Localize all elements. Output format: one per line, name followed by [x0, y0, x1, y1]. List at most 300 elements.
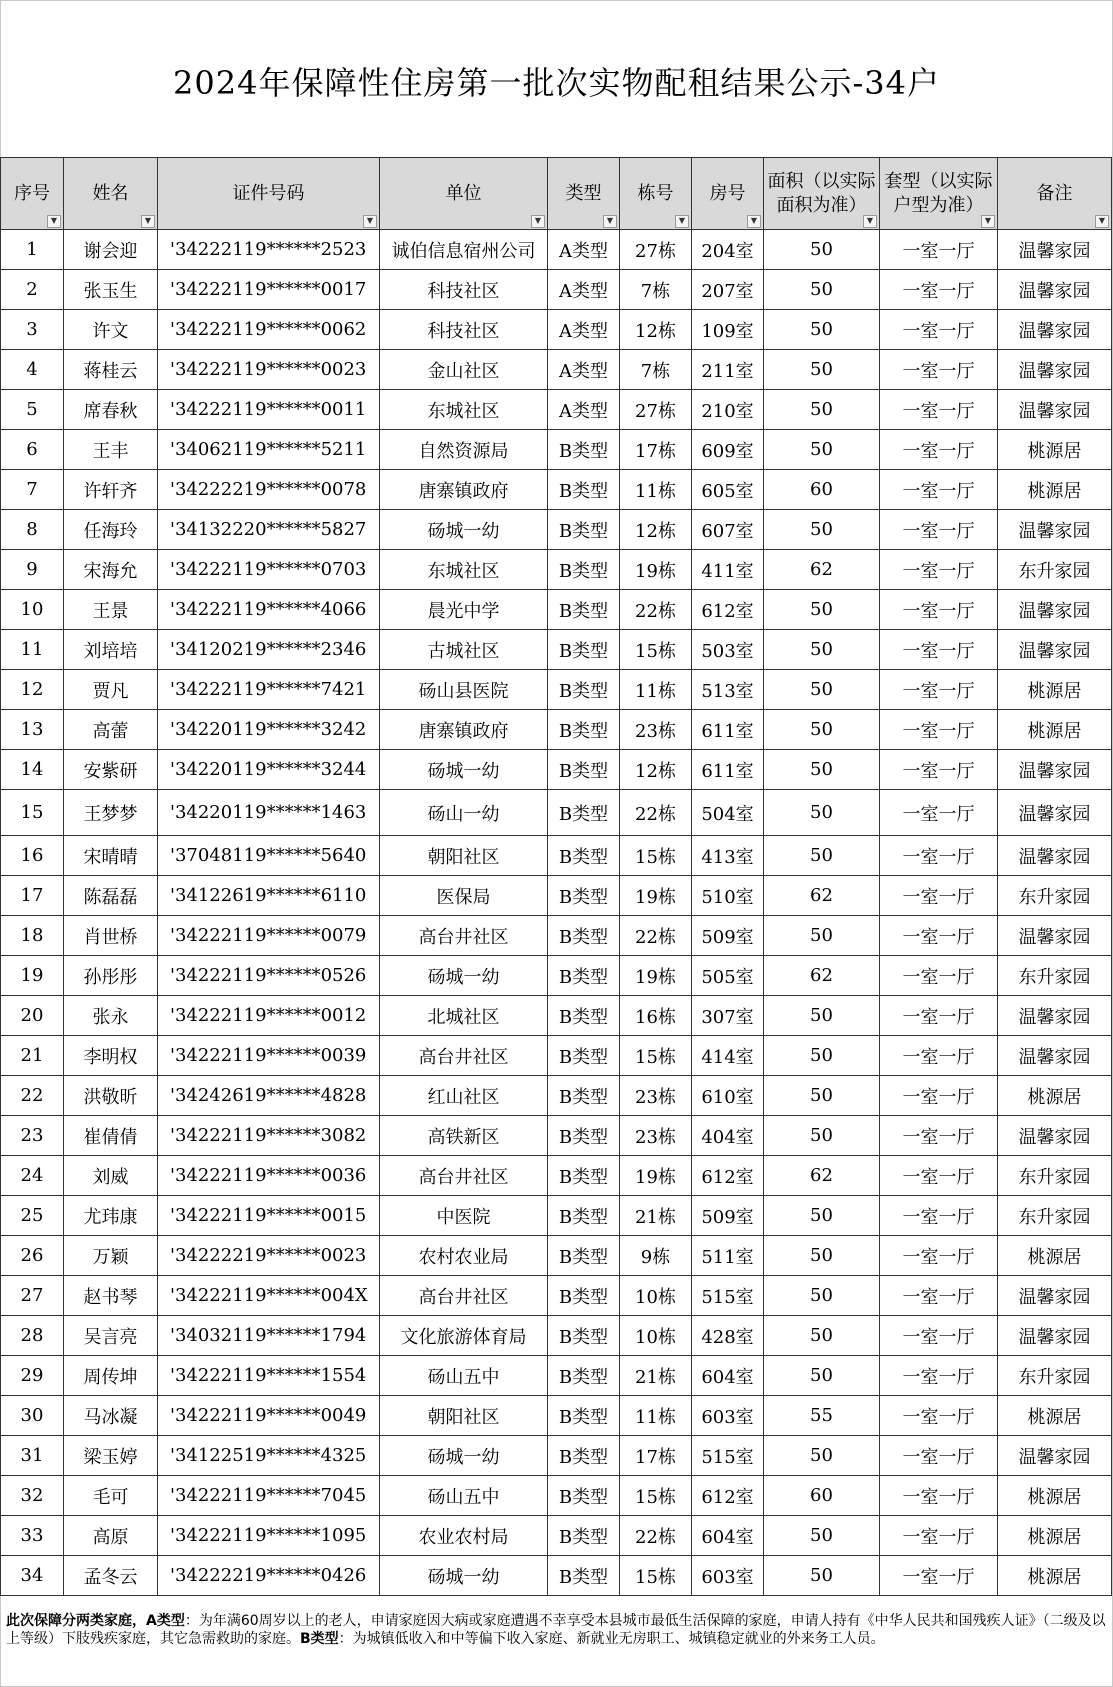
type-cell: A类型	[548, 310, 620, 350]
filter-dropdown-icon[interactable]: ▼	[141, 215, 155, 228]
name-cell: 刘威	[64, 1156, 158, 1196]
seq-cell: 31	[1, 1436, 64, 1476]
header-label: 栋号	[637, 182, 674, 204]
seq-cell: 29	[1, 1356, 64, 1396]
layout-cell: 一室一厅	[880, 1316, 998, 1356]
seq-cell: 10	[1, 590, 64, 630]
room-cell: 611室	[692, 750, 764, 790]
seq-cell: 14	[1, 750, 64, 790]
area-cell: 50	[764, 916, 880, 956]
area-cell: 50	[764, 670, 880, 710]
building-cell: 23栋	[620, 1076, 692, 1116]
room-cell: 610室	[692, 1076, 764, 1116]
layout-cell: 一室一厅	[880, 630, 998, 670]
name-cell: 肖世桥	[64, 916, 158, 956]
remark-cell: 温馨家园	[998, 630, 1112, 670]
remark-cell: 温馨家园	[998, 1276, 1112, 1316]
room-cell: 428室	[692, 1316, 764, 1356]
type-cell: B类型	[548, 1156, 620, 1196]
layout-cell: 一室一厅	[880, 1076, 998, 1116]
seq-cell: 7	[1, 470, 64, 510]
area-cell: 60	[764, 470, 880, 510]
unit-cell: 科技社区	[380, 310, 548, 350]
cert-cell: '34222119******0049	[158, 1396, 380, 1436]
layout-cell: 一室一厅	[880, 1156, 998, 1196]
building-cell: 7栋	[620, 270, 692, 310]
table-row	[1, 1076, 1112, 1116]
remark-cell: 温馨家园	[998, 510, 1112, 550]
table-row	[1, 470, 1112, 510]
layout-cell: 一室一厅	[880, 1236, 998, 1276]
unit-cell: 砀山县医院	[380, 670, 548, 710]
table-row	[1, 630, 1112, 670]
type-cell: B类型	[548, 1396, 620, 1436]
cert-cell: '34032119******1794	[158, 1316, 380, 1356]
area-cell: 62	[764, 956, 880, 996]
room-cell: 503室	[692, 630, 764, 670]
layout-cell: 一室一厅	[880, 470, 998, 510]
name-cell: 高原	[64, 1516, 158, 1556]
unit-cell: 文化旅游体育局	[380, 1316, 548, 1356]
filter-dropdown-icon[interactable]: ▼	[675, 215, 689, 228]
room-cell: 609室	[692, 430, 764, 470]
seq-cell: 1	[1, 230, 64, 270]
remark-cell: 温馨家园	[998, 996, 1112, 1036]
building-cell: 19栋	[620, 956, 692, 996]
cert-cell: '34222219******0078	[158, 470, 380, 510]
unit-cell: 高台井社区	[380, 916, 548, 956]
filter-dropdown-icon[interactable]: ▼	[363, 215, 377, 228]
table-row	[1, 270, 1112, 310]
building-cell: 7栋	[620, 350, 692, 390]
table-row	[1, 1436, 1112, 1476]
seq-cell: 23	[1, 1116, 64, 1156]
remark-cell: 温馨家园	[998, 750, 1112, 790]
cert-cell: '34222219******0023	[158, 1236, 380, 1276]
area-cell: 50	[764, 310, 880, 350]
layout-cell: 一室一厅	[880, 956, 998, 996]
seq-cell: 32	[1, 1476, 64, 1516]
room-cell: 603室	[692, 1396, 764, 1436]
area-cell: 50	[764, 1276, 880, 1316]
unit-cell: 自然资源局	[380, 430, 548, 470]
remark-cell: 桃源居	[998, 1516, 1112, 1556]
building-cell: 23栋	[620, 710, 692, 750]
room-cell: 612室	[692, 590, 764, 630]
seq-cell: 5	[1, 390, 64, 430]
building-cell: 15栋	[620, 1556, 692, 1596]
unit-cell: 高台井社区	[380, 1276, 548, 1316]
cert-cell: '34222119******3082	[158, 1116, 380, 1156]
name-cell: 席春秋	[64, 390, 158, 430]
unit-cell: 科技社区	[380, 270, 548, 310]
building-cell: 10栋	[620, 1316, 692, 1356]
area-cell: 50	[764, 1076, 880, 1116]
unit-cell: 古城社区	[380, 630, 548, 670]
layout-cell: 一室一厅	[880, 1436, 998, 1476]
header-col-name	[64, 158, 158, 230]
cert-cell: '34222119******7045	[158, 1476, 380, 1516]
header-label: 面积（以实际	[767, 170, 876, 192]
table-row	[1, 916, 1112, 956]
remark-cell: 桃源居	[998, 470, 1112, 510]
building-cell: 16栋	[620, 996, 692, 1036]
table-row	[1, 1556, 1112, 1596]
name-cell: 孟冬云	[64, 1556, 158, 1596]
table-row	[1, 1036, 1112, 1076]
name-cell: 李明权	[64, 1036, 158, 1076]
name-cell: 张玉生	[64, 270, 158, 310]
header-label: 备注	[1036, 182, 1073, 204]
page-title: 2024年保障性住房第一批次实物配租结果公示-34户	[173, 64, 940, 102]
seq-cell: 8	[1, 510, 64, 550]
table-row	[1, 590, 1112, 630]
building-cell: 17栋	[620, 1436, 692, 1476]
name-cell: 宋海允	[64, 550, 158, 590]
layout-cell: 一室一厅	[880, 590, 998, 630]
unit-cell: 东城社区	[380, 550, 548, 590]
building-cell: 22栋	[620, 1516, 692, 1556]
footnote-b-label: B类型	[300, 1631, 339, 1647]
area-cell: 50	[764, 430, 880, 470]
name-cell: 梁玉婷	[64, 1436, 158, 1476]
name-cell: 毛可	[64, 1476, 158, 1516]
remark-cell: 温馨家园	[998, 270, 1112, 310]
area-cell: 50	[764, 1516, 880, 1556]
seq-cell: 34	[1, 1556, 64, 1596]
type-cell: B类型	[548, 996, 620, 1036]
table-row	[1, 1276, 1112, 1316]
seq-cell: 30	[1, 1396, 64, 1436]
layout-cell: 一室一厅	[880, 1356, 998, 1396]
building-cell: 22栋	[620, 790, 692, 836]
layout-cell: 一室一厅	[880, 1196, 998, 1236]
building-cell: 21栋	[620, 1356, 692, 1396]
table-row	[1, 430, 1112, 470]
name-cell: 贾凡	[64, 670, 158, 710]
header-col-cert	[158, 158, 380, 230]
seq-cell: 33	[1, 1516, 64, 1556]
type-cell: B类型	[548, 1436, 620, 1476]
layout-cell: 一室一厅	[880, 670, 998, 710]
header-label: 套型（以实际	[884, 170, 993, 192]
area-cell: 50	[764, 1316, 880, 1356]
type-cell: B类型	[548, 670, 620, 710]
name-cell: 周传坤	[64, 1356, 158, 1396]
header-col-seq	[1, 158, 64, 230]
type-cell: B类型	[548, 1076, 620, 1116]
area-cell: 50	[764, 1556, 880, 1596]
building-cell: 23栋	[620, 1116, 692, 1156]
unit-cell: 砀城一幼	[380, 956, 548, 996]
layout-cell: 一室一厅	[880, 916, 998, 956]
building-cell: 11栋	[620, 1396, 692, 1436]
layout-cell: 一室一厅	[880, 1396, 998, 1436]
room-cell: 207室	[692, 270, 764, 310]
building-cell: 15栋	[620, 1036, 692, 1076]
seq-cell: 2	[1, 270, 64, 310]
remark-cell: 温馨家园	[998, 916, 1112, 956]
remark-cell: 东升家园	[998, 1196, 1112, 1236]
seq-cell: 22	[1, 1076, 64, 1116]
header-col-layout	[880, 158, 998, 230]
area-cell: 62	[764, 1156, 880, 1196]
building-cell: 19栋	[620, 1156, 692, 1196]
seq-cell: 12	[1, 670, 64, 710]
layout-cell: 一室一厅	[880, 550, 998, 590]
building-cell: 11栋	[620, 670, 692, 710]
cert-cell: '34222119******7421	[158, 670, 380, 710]
unit-cell: 医保局	[380, 876, 548, 916]
unit-cell: 高台井社区	[380, 1036, 548, 1076]
cert-cell: '34242619******4828	[158, 1076, 380, 1116]
type-cell: B类型	[548, 710, 620, 750]
unit-cell: 东城社区	[380, 390, 548, 430]
filter-dropdown-icon[interactable]: ▼	[603, 215, 617, 228]
table-row	[1, 876, 1112, 916]
name-cell: 吴言亮	[64, 1316, 158, 1356]
footnote-b-text: ：为城镇低收入和中等偏下收入家庭、新就业无房职工、城镇稳定就业的外来务工人员。	[338, 1631, 885, 1647]
area-cell: 50	[764, 1236, 880, 1276]
remark-cell: 桃源居	[998, 1396, 1112, 1436]
name-cell: 崔倩倩	[64, 1116, 158, 1156]
name-cell: 陈磊磊	[64, 876, 158, 916]
name-cell: 王景	[64, 590, 158, 630]
room-cell: 511室	[692, 1236, 764, 1276]
area-cell: 50	[764, 1196, 880, 1236]
room-cell: 307室	[692, 996, 764, 1036]
filter-dropdown-icon[interactable]: ▼	[981, 215, 995, 228]
area-cell: 62	[764, 550, 880, 590]
unit-cell: 砀山一幼	[380, 790, 548, 836]
layout-cell: 一室一厅	[880, 1516, 998, 1556]
remark-cell: 桃源居	[998, 1556, 1112, 1596]
unit-cell: 高台井社区	[380, 1156, 548, 1196]
header-label: 序号	[14, 182, 50, 204]
building-cell: 9栋	[620, 1236, 692, 1276]
seq-cell: 13	[1, 710, 64, 750]
seq-cell: 4	[1, 350, 64, 390]
type-cell: A类型	[548, 270, 620, 310]
filter-dropdown-icon[interactable]: ▼	[747, 215, 761, 228]
building-cell: 15栋	[620, 836, 692, 876]
remark-cell: 桃源居	[998, 430, 1112, 470]
filter-dropdown-icon[interactable]: ▼	[47, 215, 61, 228]
layout-cell: 一室一厅	[880, 1276, 998, 1316]
area-cell: 50	[764, 836, 880, 876]
type-cell: A类型	[548, 350, 620, 390]
table-row	[1, 1316, 1112, 1356]
building-cell: 15栋	[620, 1476, 692, 1516]
type-cell: B类型	[548, 590, 620, 630]
seq-cell: 19	[1, 956, 64, 996]
type-cell: B类型	[548, 550, 620, 590]
cert-cell: '34120219******2346	[158, 630, 380, 670]
cert-cell: '34222119******0526	[158, 956, 380, 996]
layout-cell: 一室一厅	[880, 270, 998, 310]
seq-cell: 15	[1, 790, 64, 836]
type-cell: B类型	[548, 1116, 620, 1156]
table-row	[1, 710, 1112, 750]
cert-cell: '34222119******0015	[158, 1196, 380, 1236]
name-cell: 许轩齐	[64, 470, 158, 510]
name-cell: 赵书琴	[64, 1276, 158, 1316]
room-cell: 513室	[692, 670, 764, 710]
area-cell: 50	[764, 750, 880, 790]
header-col-remark	[998, 158, 1112, 230]
unit-cell: 砀城一幼	[380, 510, 548, 550]
cert-cell: '34222119******0017	[158, 270, 380, 310]
header-label: 房号	[709, 182, 746, 204]
cert-cell: '34222119******0062	[158, 310, 380, 350]
table-row	[1, 1356, 1112, 1396]
table-row	[1, 1196, 1112, 1236]
table-row	[1, 550, 1112, 590]
seq-cell: 21	[1, 1036, 64, 1076]
table-row	[1, 350, 1112, 390]
footnote	[6, 1612, 1106, 1648]
room-cell: 109室	[692, 310, 764, 350]
building-cell: 12栋	[620, 750, 692, 790]
name-cell: 高蕾	[64, 710, 158, 750]
room-cell: 411室	[692, 550, 764, 590]
unit-cell: 农村农业局	[380, 1236, 548, 1276]
table-header	[1, 158, 1112, 230]
name-cell: 万颖	[64, 1236, 158, 1276]
unit-cell: 砀山五中	[380, 1356, 548, 1396]
building-cell: 19栋	[620, 550, 692, 590]
cert-cell: '34222119******0036	[158, 1156, 380, 1196]
layout-cell: 一室一厅	[880, 390, 998, 430]
area-cell: 50	[764, 230, 880, 270]
area-cell: 50	[764, 350, 880, 390]
building-cell: 11栋	[620, 470, 692, 510]
unit-cell: 唐寨镇政府	[380, 470, 548, 510]
cert-cell: '34122519******4325	[158, 1436, 380, 1476]
header-label: 姓名	[92, 182, 129, 204]
area-cell: 50	[764, 630, 880, 670]
footnote-a-text: ：为年满60周岁以上的老人，申请家庭因大病或家庭遭遇不幸享受本县城市最低生活保障的家庭，申请人持有《中华人民共和国残疾人证》（二级及以上等级）下肢残疾家庭，其它急需救助的家庭。	[6, 1613, 1106, 1647]
header-label: 单位	[445, 182, 482, 204]
remark-cell: 温馨家园	[998, 310, 1112, 350]
area-cell: 50	[764, 790, 880, 836]
unit-cell: 砀城一幼	[380, 1436, 548, 1476]
table-row	[1, 310, 1112, 350]
name-cell: 洪敬昕	[64, 1076, 158, 1116]
cert-cell: '34062119******5211	[158, 430, 380, 470]
name-cell: 刘培培	[64, 630, 158, 670]
seq-cell: 27	[1, 1276, 64, 1316]
type-cell: B类型	[548, 790, 620, 836]
building-cell: 27栋	[620, 230, 692, 270]
seq-cell: 3	[1, 310, 64, 350]
type-cell: B类型	[548, 1556, 620, 1596]
remark-cell: 温馨家园	[998, 1316, 1112, 1356]
area-cell: 50	[764, 1356, 880, 1396]
remark-cell: 温馨家园	[998, 790, 1112, 836]
seq-cell: 26	[1, 1236, 64, 1276]
table-row	[1, 750, 1112, 790]
remark-cell: 东升家园	[998, 876, 1112, 916]
name-cell: 尤玮康	[64, 1196, 158, 1236]
name-cell: 王丰	[64, 430, 158, 470]
name-cell: 许文	[64, 310, 158, 350]
building-cell: 22栋	[620, 916, 692, 956]
room-cell: 509室	[692, 916, 764, 956]
cert-cell: '34220119******1463	[158, 790, 380, 836]
type-cell: B类型	[548, 430, 620, 470]
cert-cell: '34222119******004X	[158, 1276, 380, 1316]
room-cell: 414室	[692, 1036, 764, 1076]
type-cell: B类型	[548, 956, 620, 996]
unit-cell: 北城社区	[380, 996, 548, 1036]
table-row	[1, 670, 1112, 710]
remark-cell: 温馨家园	[998, 590, 1112, 630]
table-row	[1, 1116, 1112, 1156]
cert-cell: '34222119******4066	[158, 590, 380, 630]
room-cell: 505室	[692, 956, 764, 996]
remark-cell: 东升家园	[998, 1356, 1112, 1396]
name-cell: 孙彤彤	[64, 956, 158, 996]
header-label: 类型	[565, 182, 602, 204]
remark-cell: 桃源居	[998, 1236, 1112, 1276]
area-cell: 50	[764, 270, 880, 310]
layout-cell: 一室一厅	[880, 350, 998, 390]
unit-cell: 朝阳社区	[380, 1396, 548, 1436]
building-cell: 17栋	[620, 430, 692, 470]
table-row	[1, 836, 1112, 876]
area-cell: 50	[764, 1436, 880, 1476]
area-cell: 50	[764, 1116, 880, 1156]
filter-dropdown-icon[interactable]: ▼	[1095, 215, 1109, 228]
seq-cell: 11	[1, 630, 64, 670]
building-cell: 12栋	[620, 310, 692, 350]
seq-cell: 6	[1, 430, 64, 470]
type-cell: B类型	[548, 1236, 620, 1276]
cert-cell: '34222119******1554	[158, 1356, 380, 1396]
type-cell: B类型	[548, 1476, 620, 1516]
type-cell: B类型	[548, 876, 620, 916]
area-cell: 50	[764, 710, 880, 750]
name-cell: 蒋桂云	[64, 350, 158, 390]
filter-dropdown-icon[interactable]: ▼	[531, 215, 545, 228]
cert-cell: '34222119******1095	[158, 1516, 380, 1556]
room-cell: 515室	[692, 1436, 764, 1476]
building-cell: 10栋	[620, 1276, 692, 1316]
layout-cell: 一室一厅	[880, 230, 998, 270]
unit-cell: 高铁新区	[380, 1116, 548, 1156]
unit-cell: 晨光中学	[380, 590, 548, 630]
layout-cell: 一室一厅	[880, 1476, 998, 1516]
room-cell: 612室	[692, 1156, 764, 1196]
table-row	[1, 510, 1112, 550]
remark-cell: 桃源居	[998, 710, 1112, 750]
seq-cell: 20	[1, 996, 64, 1036]
filter-dropdown-icon[interactable]: ▼	[863, 215, 877, 228]
table-row	[1, 1476, 1112, 1516]
unit-cell: 砀城一幼	[380, 1556, 548, 1596]
seq-cell: 16	[1, 836, 64, 876]
type-cell: B类型	[548, 1196, 620, 1236]
type-cell: B类型	[548, 1356, 620, 1396]
table-row	[1, 1236, 1112, 1276]
cert-cell: '34220119******3242	[158, 710, 380, 750]
building-cell: 15栋	[620, 630, 692, 670]
name-cell: 宋晴晴	[64, 836, 158, 876]
remark-cell: 温馨家园	[998, 350, 1112, 390]
layout-cell: 一室一厅	[880, 310, 998, 350]
allocation-table	[0, 157, 1112, 1596]
